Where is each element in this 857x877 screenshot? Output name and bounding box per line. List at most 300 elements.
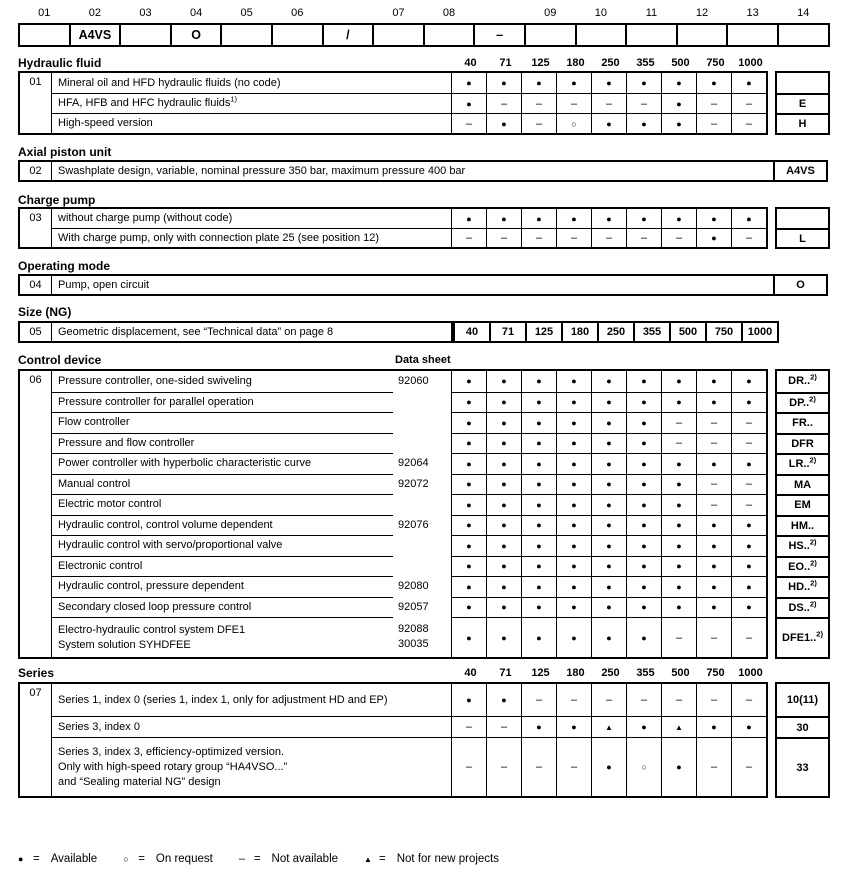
dash-symbol: – [465, 761, 473, 773]
legend-item [364, 853, 499, 865]
dot-symbol: ● [501, 499, 507, 510]
dot-symbol: ● [606, 762, 612, 772]
dot-symbol: ● [641, 118, 647, 129]
footnote-ref: 2) [809, 394, 816, 404]
dot-symbol: ● [641, 499, 647, 510]
code-cell [773, 274, 828, 296]
availability-cell [521, 515, 556, 536]
dot-symbol: ● [536, 78, 542, 88]
availability-cell [626, 228, 661, 247]
size-value-cell: 500 [669, 321, 707, 343]
code-cell [775, 394, 830, 415]
description-text: Pressure controller for parallel operation [58, 395, 254, 408]
availability-cell [661, 209, 696, 228]
availability-cell [696, 737, 731, 796]
dot-symbol: ● [641, 438, 647, 449]
dot-symbol: ● [536, 540, 542, 551]
code-cell [775, 207, 830, 230]
legend-dash-symbol [239, 853, 254, 865]
dot-symbol: ● [466, 581, 472, 592]
availability-cell [521, 535, 556, 556]
code-bar-box [524, 23, 577, 47]
dot-symbol: ● [641, 561, 647, 572]
dot-symbol: ● [676, 602, 682, 613]
code-column [775, 682, 830, 798]
availability-cell [661, 371, 696, 392]
availability-cell [731, 412, 766, 433]
code-bar-box: / [322, 23, 375, 47]
row-description [52, 617, 393, 657]
code-cell [775, 599, 830, 620]
circle-symbol: ○ [641, 762, 647, 772]
table-row [52, 494, 766, 515]
dot-symbol: ● [501, 602, 507, 613]
datasheet-line: 30035 [398, 638, 429, 650]
availability-cell [591, 113, 626, 133]
description-text: Series 3, index 0 [58, 720, 140, 733]
table-row [52, 535, 766, 556]
availability-cell [486, 494, 521, 515]
dot-symbol: ● [571, 78, 577, 88]
main-table [18, 207, 768, 249]
code-text: L [799, 232, 806, 245]
dash-symbol: – [640, 232, 648, 244]
availability-cell [521, 737, 556, 796]
dot-symbol: ● [746, 520, 752, 531]
dot-symbol: ● [501, 376, 507, 387]
code-bar-box [777, 23, 830, 47]
code-text: EO..$^{2)}$ [788, 558, 817, 573]
description-text: Series 1, index 0 (series 1, index 1, only for adjustment HD and EP) [58, 693, 388, 706]
availability-cell [521, 556, 556, 577]
code-bar-box [18, 23, 71, 47]
code-bar-position-label [322, 5, 375, 21]
availability-cell [521, 113, 556, 133]
availability-cell [451, 617, 486, 657]
table-row [52, 684, 766, 716]
row-description [52, 474, 393, 495]
code-cell [775, 682, 830, 718]
dot-symbol: ● [571, 417, 577, 428]
dot-symbol: ● [746, 722, 752, 732]
availability-cell [731, 392, 766, 413]
code-text: HM.. [790, 519, 815, 532]
legend-equals: = [33, 853, 40, 865]
availability-cell [661, 597, 696, 618]
availability-cell [731, 474, 766, 495]
table-row [52, 453, 766, 474]
availability-cell [591, 412, 626, 433]
datasheet-value: 92064 [398, 457, 429, 470]
availability-cell [661, 494, 696, 515]
availability-cell [696, 433, 731, 454]
table-rows [52, 209, 766, 247]
code-bar-box: – [473, 23, 526, 47]
table-row [52, 597, 766, 618]
legend-item [18, 853, 97, 865]
dash-symbol: – [710, 694, 718, 706]
availability-cell [451, 371, 486, 392]
table-row [52, 228, 766, 247]
description-line: Electro-hydraulic control system DFE1 [58, 623, 246, 636]
table-row [52, 162, 773, 180]
availability-cell [521, 684, 556, 716]
size-value-cell: 180 [561, 321, 599, 343]
code-bar-position-label: 07 [392, 7, 405, 19]
availability-cell [486, 453, 521, 474]
datasheet-value: 92080 [398, 580, 429, 593]
dot-symbol: ● [676, 376, 682, 387]
code-bar-position-label: 14 [797, 7, 810, 19]
code-cell [775, 718, 830, 739]
dot-symbol: ● [746, 458, 752, 469]
availability-cell [556, 433, 591, 454]
availability-cell [556, 494, 591, 515]
availability-cell [521, 716, 556, 737]
availability-cell [661, 433, 696, 454]
row-description [52, 535, 393, 556]
table-row [52, 716, 766, 737]
availability-cell [556, 228, 591, 247]
position-number: 05 [20, 323, 52, 341]
availability-cell [556, 515, 591, 536]
main-table [18, 274, 775, 296]
code-text: A4VS [786, 165, 815, 177]
availability-cell [521, 433, 556, 454]
availability-cell [521, 209, 556, 228]
dash-symbol: – [570, 232, 578, 244]
availability-cell [626, 113, 661, 133]
availability-cell [451, 392, 486, 413]
row-description [52, 576, 393, 597]
dot-symbol: ● [536, 632, 542, 643]
code-cell [775, 496, 830, 517]
availability-cell [451, 597, 486, 618]
table-row [52, 73, 766, 93]
availability-cell [451, 535, 486, 556]
code-cell [775, 414, 830, 435]
table-row [52, 412, 766, 433]
availability-cell [486, 433, 521, 454]
availability-cell [696, 576, 731, 597]
availability-cell [451, 684, 486, 716]
dot-symbol: ● [536, 417, 542, 428]
dash-symbol: – [710, 437, 718, 450]
dot-symbol: ● [571, 479, 577, 490]
dot-symbol: ● [676, 479, 682, 490]
legend-equals: = [253, 853, 261, 865]
section-charge-pump [18, 193, 830, 249]
availability-cell [591, 597, 626, 618]
dot-symbol: ● [711, 540, 717, 551]
availability-cell [626, 73, 661, 93]
code-text: H [798, 118, 807, 130]
dot-symbol: ● [466, 602, 472, 613]
dot-symbol: ● [536, 458, 542, 469]
availability-cell [661, 113, 696, 133]
size-header-cell: 355 [636, 57, 655, 69]
size-header-cell: 40 [464, 57, 477, 69]
availability-cell [486, 392, 521, 413]
code-text: FR.. [792, 417, 813, 430]
code-bar-box: A4VS [69, 23, 122, 47]
datasheet-line: 92088 [398, 623, 429, 635]
description-text: Secondary closed loop pressure control [58, 600, 252, 613]
code-text: O [796, 279, 805, 291]
section-title: Series [18, 666, 55, 680]
dot-symbol: ● [606, 213, 612, 224]
code-text: 10(11) [786, 694, 819, 706]
availability-cell [556, 209, 591, 228]
dot-symbol: ● [676, 762, 682, 772]
section-title: Operating mode [18, 259, 111, 273]
legend-triangle-symbol [364, 853, 379, 865]
footnote-ref: 1) [230, 94, 238, 104]
main-table [18, 71, 768, 135]
availability-cell [591, 684, 626, 716]
availability-cell [591, 716, 626, 737]
dot-symbol: ● [676, 213, 682, 224]
datasheet-value: 92072 [398, 477, 429, 490]
dot-symbol: ● [606, 561, 612, 572]
availability-cell [731, 576, 766, 597]
position-number: 04 [20, 276, 52, 294]
code-text: HS..$^{2)}$ [788, 537, 817, 553]
dash-symbol: – [570, 761, 578, 773]
code-text: DR..$^{2)}$ [788, 372, 817, 388]
dot-symbol: ● [641, 376, 647, 387]
availability-cell [661, 737, 696, 796]
row-description [52, 93, 451, 113]
dot-symbol: ● [536, 722, 542, 732]
dot-symbol: ● [711, 233, 717, 243]
legend [18, 853, 830, 865]
availability-cell [521, 412, 556, 433]
size-header-cell: 180 [566, 57, 585, 69]
availability-cell [626, 684, 661, 716]
availability-cell [661, 617, 696, 657]
triangle-symbol: ▲ [364, 855, 372, 864]
size-header-cell: 355 [636, 667, 655, 679]
availability-cell [451, 556, 486, 577]
availability-cell [521, 494, 556, 515]
size-header-cell: 750 [706, 57, 725, 69]
dash-symbol: – [745, 498, 753, 511]
main-table [18, 160, 775, 182]
table-row [52, 433, 766, 454]
description-text: Flow controller [58, 416, 130, 429]
availability-cell [661, 228, 696, 247]
dot-symbol: ● [466, 540, 472, 551]
availability-cell [696, 494, 731, 515]
dot-symbol: ● [641, 581, 647, 592]
dot-symbol: ● [501, 520, 507, 531]
availability-cell [486, 412, 521, 433]
availability-cell [626, 453, 661, 474]
dot-symbol: ● [466, 458, 472, 469]
datasheet-value: 92057 [398, 600, 429, 613]
dot-symbol: ● [571, 540, 577, 551]
table-row [52, 737, 766, 796]
table-rows [52, 684, 766, 796]
dot-symbol: ● [746, 561, 752, 572]
availability-cell [731, 737, 766, 796]
availability-cell [486, 737, 521, 796]
availability-cell [626, 93, 661, 113]
code-bar-position-label: 08 [442, 7, 456, 19]
availability-cell [626, 597, 661, 618]
availability-cell [521, 371, 556, 392]
code-bar-box [271, 23, 324, 47]
availability-cell [626, 412, 661, 433]
availability-cell [591, 73, 626, 93]
dot-symbol: ● [676, 561, 682, 572]
availability-cell [591, 535, 626, 556]
availability-cell [556, 73, 591, 93]
section-title: Axial piston unit [18, 145, 112, 159]
dash-symbol: – [675, 437, 683, 450]
row-description [52, 392, 393, 413]
dash-symbol: – [465, 117, 473, 130]
dash-symbol: – [535, 761, 543, 773]
circle-symbol: ○ [571, 118, 577, 129]
code-cell [775, 369, 830, 394]
availability-cell [521, 93, 556, 113]
row-description [52, 162, 773, 180]
availability-cell [591, 556, 626, 577]
code-text: MA [793, 478, 812, 491]
code-bar-position-label: 11 [645, 7, 658, 19]
row-description [52, 433, 393, 454]
code-bar-box [372, 23, 425, 47]
datasheet-value: 92060 [398, 375, 429, 388]
availability-cell [486, 371, 521, 392]
availability-cell [731, 515, 766, 536]
legend-label: Available [50, 853, 98, 865]
table-rows [52, 323, 451, 341]
description-text: Mineral oil and HFD hydraulic fluids (no code) [58, 76, 281, 89]
availability-cell [731, 617, 766, 657]
dot-symbol: ● [641, 397, 647, 408]
availability-cell [696, 93, 731, 113]
availability-cell [486, 73, 521, 93]
dot-symbol: ● [536, 581, 542, 592]
availability-cell [731, 113, 766, 133]
dot-symbol: ● [501, 438, 507, 449]
dot-symbol: ● [676, 78, 682, 88]
size-header-cell: 180 [566, 667, 585, 679]
code-bar-box [625, 23, 678, 47]
row-description [52, 412, 393, 433]
availability-cell [696, 113, 731, 133]
availability-cell [486, 209, 521, 228]
code-bar-position-label: 03 [139, 7, 152, 19]
legend-circle-symbol [123, 853, 138, 865]
availability-cell [451, 93, 486, 113]
dash-symbol: – [710, 761, 718, 773]
dot-symbol: ● [746, 581, 752, 592]
dot-symbol: ● [606, 376, 612, 387]
dash-symbol: – [675, 232, 683, 244]
availability-cell [696, 412, 731, 433]
size-value-cell: 355 [633, 321, 671, 343]
dash-symbol: – [745, 761, 753, 773]
availability-cell [451, 209, 486, 228]
dot-symbol: ● [711, 458, 717, 469]
dash-symbol: – [745, 97, 753, 110]
availability-cell [696, 716, 731, 737]
dot-symbol: ● [606, 417, 612, 428]
section-table [18, 160, 830, 182]
dot-symbol: ● [711, 213, 717, 224]
availability-cell [521, 392, 556, 413]
description-text: Electric motor control [58, 498, 162, 511]
availability-cell [626, 716, 661, 737]
size-header-cell: 750 [706, 667, 725, 679]
code-cell [773, 160, 828, 182]
section-control-device [18, 353, 830, 659]
table-rows [52, 371, 766, 657]
description-text: Power controller with hyperbolic characteristic curve [58, 457, 312, 470]
row-description [52, 276, 773, 294]
dash-symbol: – [675, 694, 683, 706]
row-description [52, 453, 393, 474]
size-header-cell: 500 [671, 57, 690, 69]
table-rows [52, 276, 773, 294]
datasheet-value [393, 535, 451, 556]
table-row [52, 93, 766, 113]
dash-symbol: – [745, 478, 753, 491]
availability-cell [486, 556, 521, 577]
availability-cell [521, 474, 556, 495]
code-bar-box: O [170, 23, 223, 47]
availability-cell [696, 617, 731, 657]
table-row [52, 474, 766, 495]
description-line: System solution SYHDFEE [58, 638, 191, 651]
size-header-cell: 71 [499, 667, 512, 679]
triangle-symbol: ▲ [675, 722, 683, 732]
availability-cell [521, 453, 556, 474]
code-bar-position-label: 06 [291, 7, 304, 19]
availability-cell [521, 617, 556, 657]
legend-dot-symbol [18, 853, 33, 865]
section-header [18, 193, 830, 207]
row-description [52, 371, 393, 392]
availability-cell [556, 716, 591, 737]
dot-symbol: ● [746, 376, 752, 387]
size-value-cell: 1000 [741, 321, 779, 343]
availability-cell [556, 737, 591, 796]
dot-symbol: ● [606, 78, 612, 88]
section-header [18, 666, 830, 680]
availability-cell [731, 93, 766, 113]
availability-cell [626, 617, 661, 657]
code-text: HD..$^{2)}$ [788, 578, 817, 594]
availability-cell [451, 228, 486, 247]
availability-cell [731, 453, 766, 474]
description-line: Series 3, index 3, efficiency-optimized version. [58, 745, 285, 758]
datasheet-value [393, 412, 451, 433]
table-row [52, 371, 766, 392]
availability-cell [591, 494, 626, 515]
table-row [52, 556, 766, 577]
description-text: Swashplate design, variable, nominal pressure 350 bar, maximum pressure 400 bar [58, 164, 466, 177]
code-cell [775, 115, 830, 135]
availability-cell [556, 556, 591, 577]
size-header-cell: 40 [464, 667, 477, 679]
code-bar-position-label: 01 [38, 7, 51, 19]
availability-cell [731, 556, 766, 577]
